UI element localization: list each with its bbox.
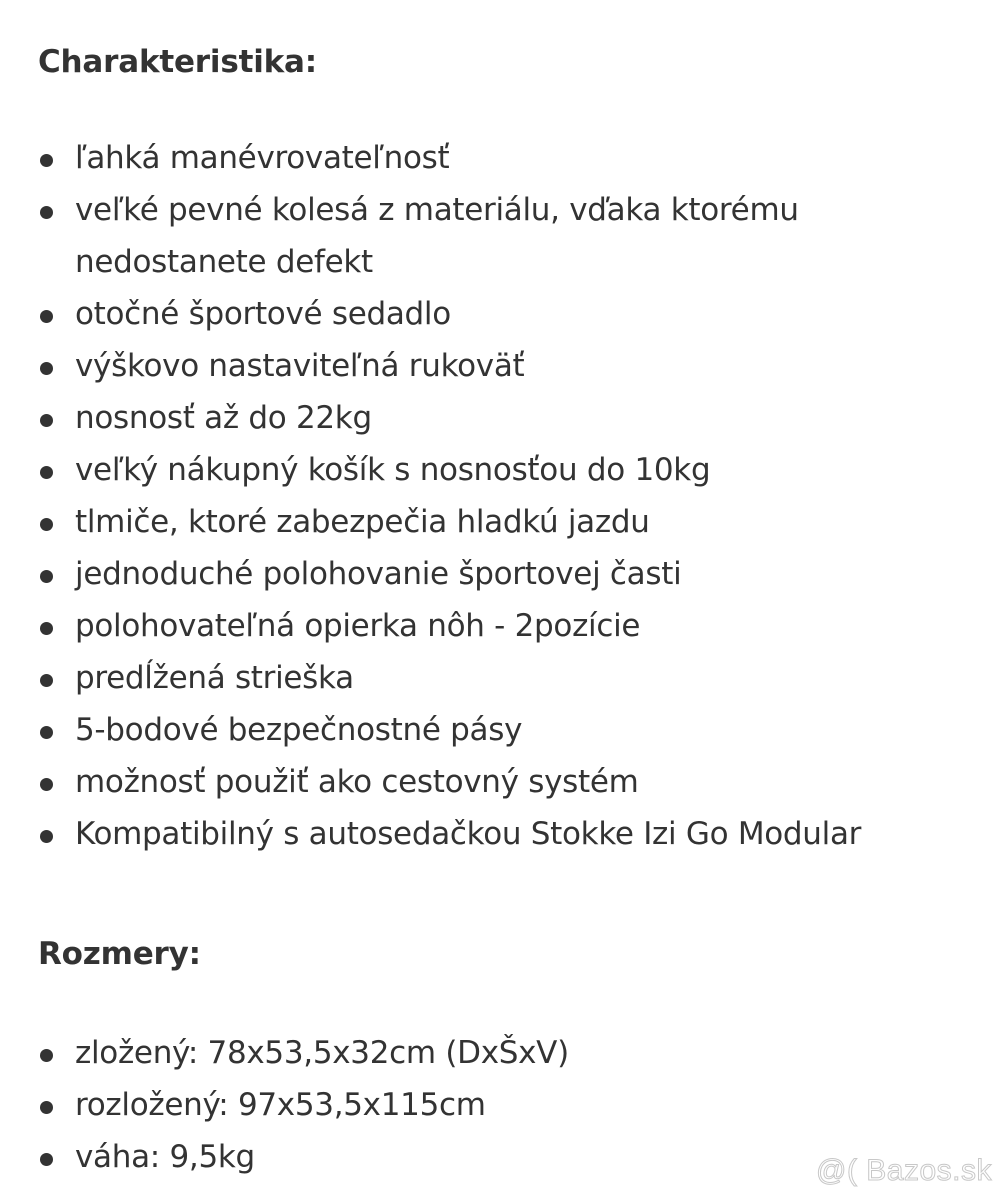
list-item: 5-bodové bezpečnostné pásy xyxy=(38,704,958,756)
bullet-icon xyxy=(40,206,53,219)
list-item: predĺžená strieška xyxy=(38,652,958,704)
bullet-icon xyxy=(40,1153,53,1166)
features-list xyxy=(38,132,958,860)
list-item: veľký nákupný košík s nosnosťou do 10kg xyxy=(38,444,958,496)
list-item: tlmiče, ktoré zabezpečia hladkú jazdu xyxy=(38,496,958,548)
bullet-icon xyxy=(40,674,53,687)
bullet-icon xyxy=(40,362,53,375)
list-item: polohovateľná opierka nôh - 2pozície xyxy=(38,600,958,652)
heading-rozmery: Rozmery: xyxy=(38,936,201,972)
bullet-icon xyxy=(40,830,53,843)
list-item: Kompatibilný s autosedačkou Stokke Izi Go Modular xyxy=(38,808,895,860)
bullet-icon xyxy=(40,778,53,791)
heading-charakteristika: Charakteristika: xyxy=(38,44,317,80)
list-item: jednoduché polohovanie športovej časti xyxy=(38,548,958,600)
list-item: možnosť použiť ako cestovný systém xyxy=(38,756,958,808)
bullet-icon xyxy=(40,154,53,167)
bullet-icon xyxy=(40,414,53,427)
bazos-watermark: @( Bazos.sk xyxy=(816,1154,992,1187)
bullet-icon xyxy=(40,570,53,583)
bullet-icon xyxy=(40,726,53,739)
bullet-icon xyxy=(40,518,53,531)
list-item: zložený: 78x53,5x32cm (DxŠxV) xyxy=(38,1027,958,1079)
list-item: výškovo nastaviteľná rukoväť xyxy=(38,340,958,392)
list-item: otočné športové sedadlo xyxy=(38,288,958,340)
bullet-icon xyxy=(40,310,53,323)
list-item: ľahká manévrovateľnosť xyxy=(38,132,958,184)
bullet-icon xyxy=(40,1101,53,1114)
bullet-icon xyxy=(40,622,53,635)
list-item: váha: 9,5kg xyxy=(38,1131,958,1183)
bullet-icon xyxy=(40,1049,53,1062)
list-item: rozložený: 97x53,5x115cm xyxy=(38,1079,958,1131)
bullet-icon xyxy=(40,466,53,479)
list-item: nosnosť až do 22kg xyxy=(38,392,958,444)
list-item: veľké pevné kolesá z materiálu, vďaka ktorému nedostanete defekt xyxy=(38,184,935,288)
